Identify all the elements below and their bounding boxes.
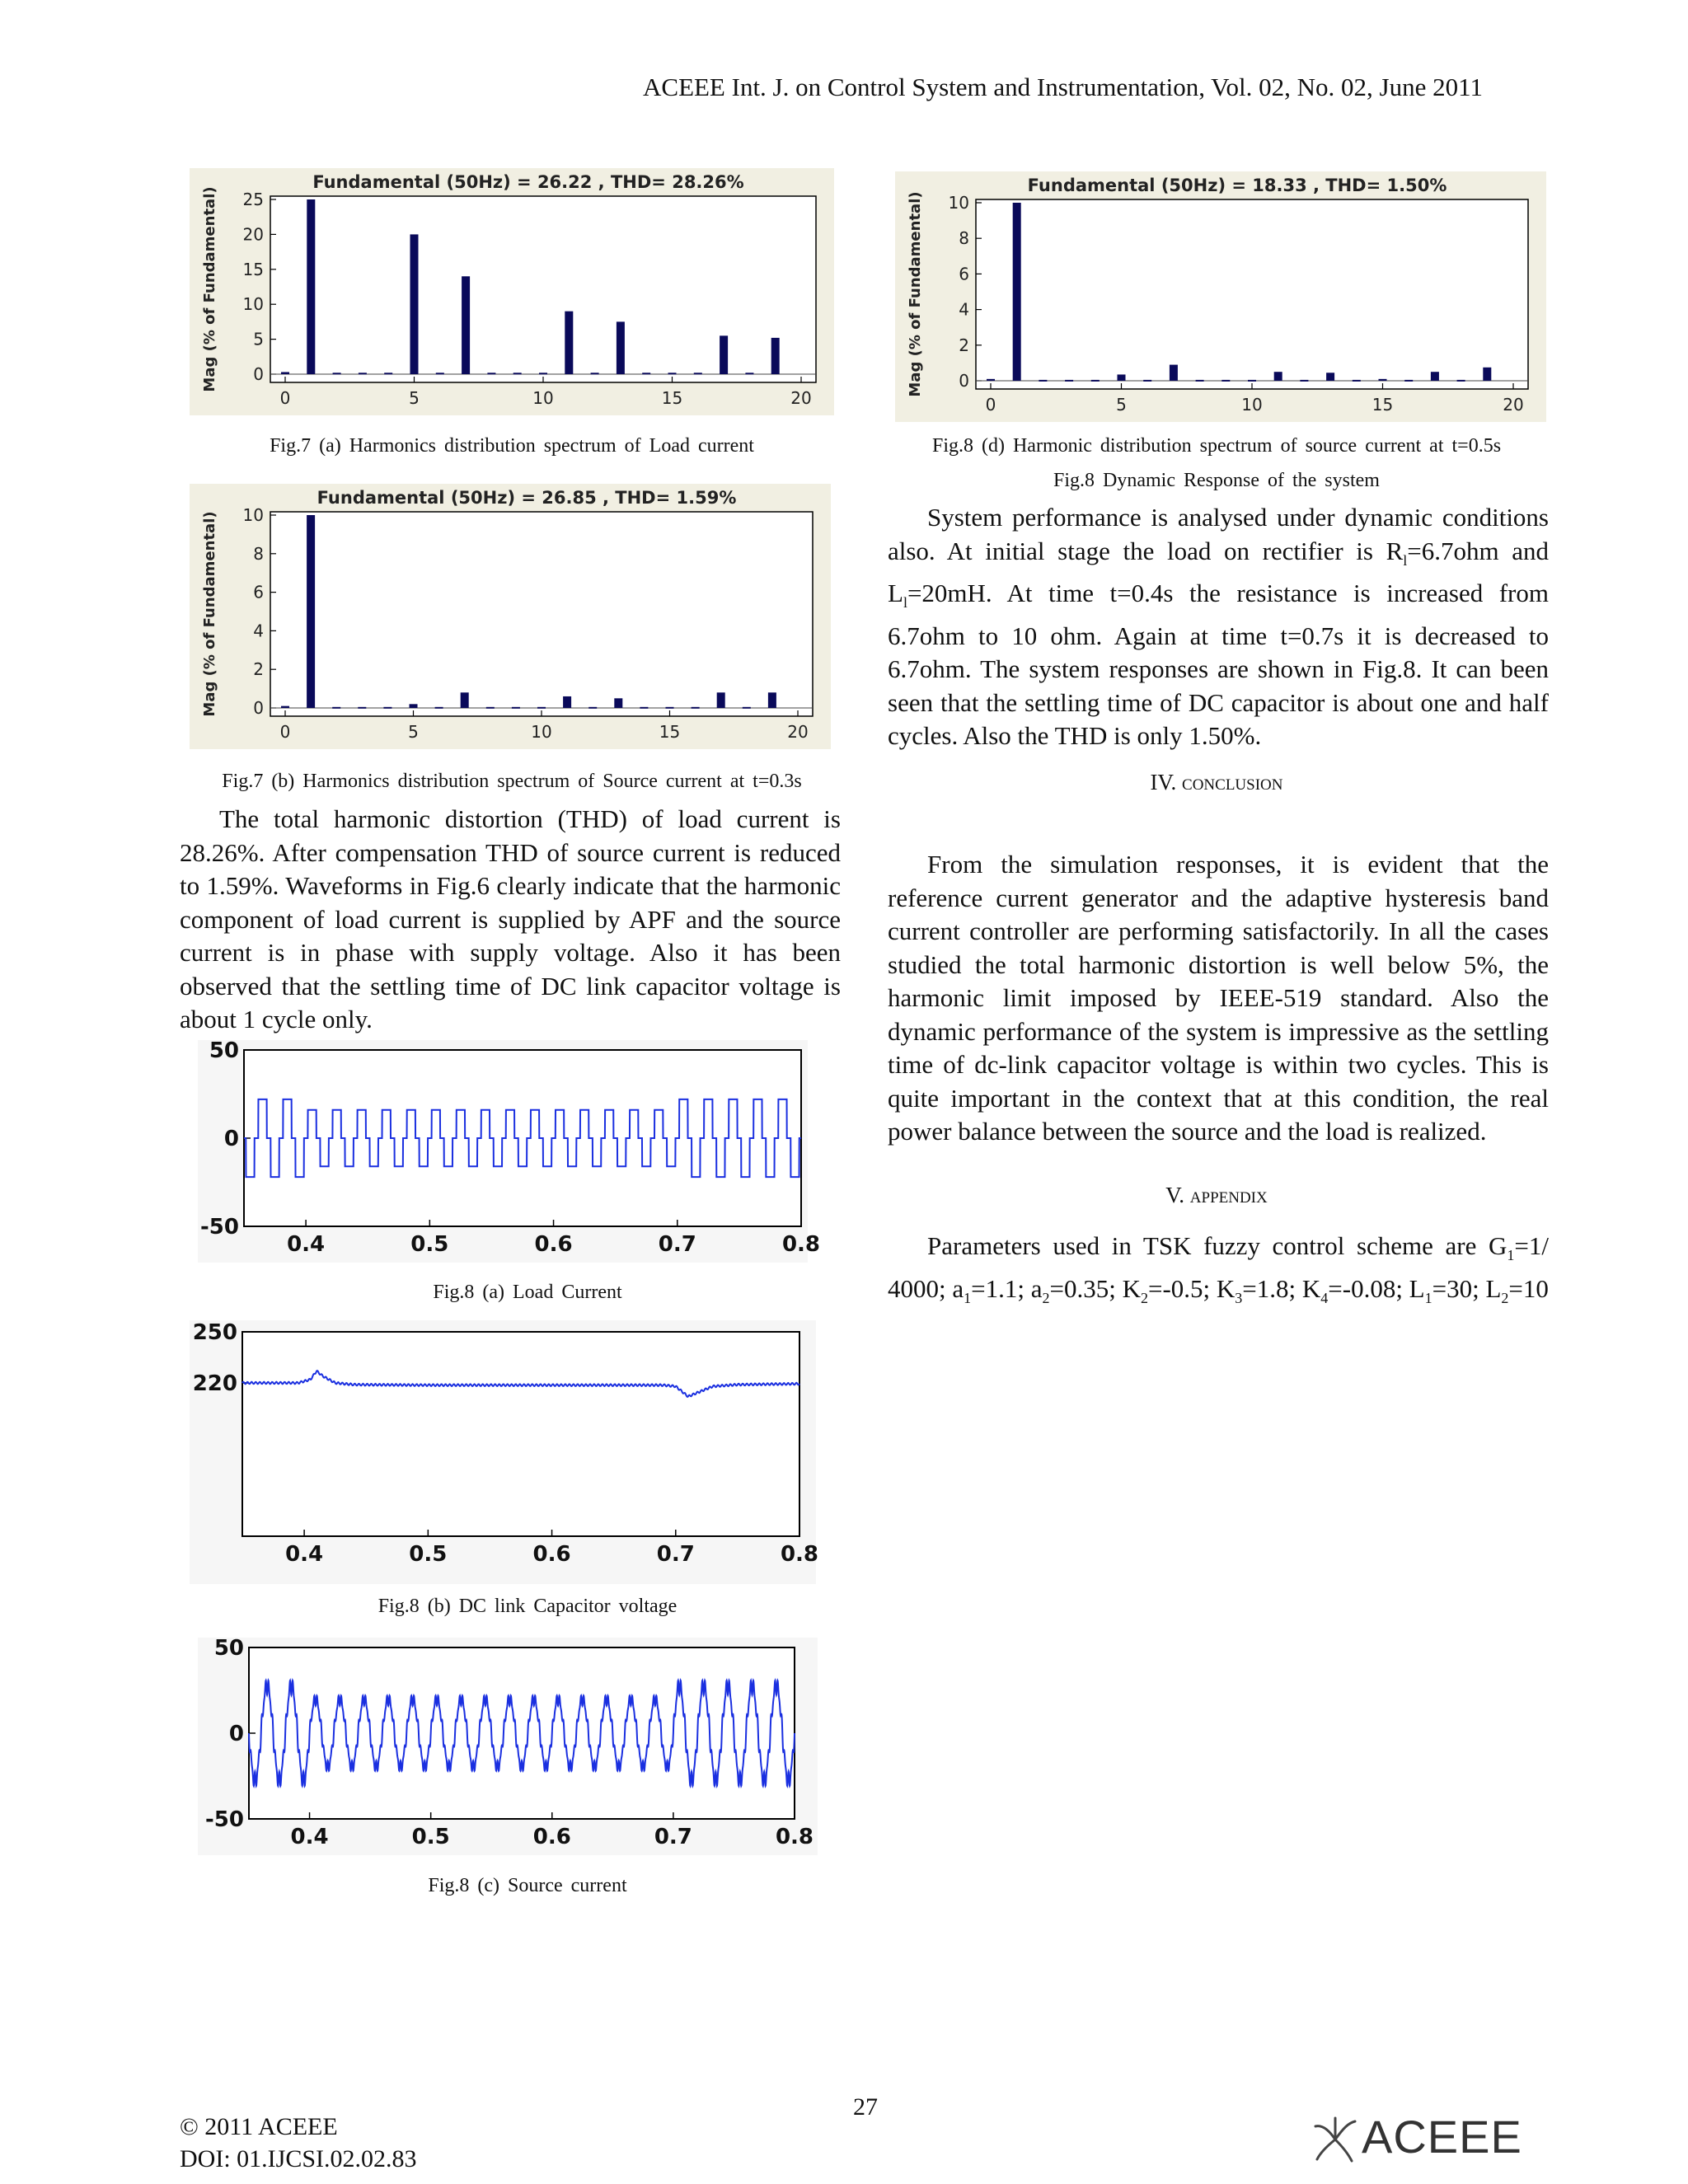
y-tick-label: 15: [242, 259, 264, 279]
y-tick-label: 250: [192, 1320, 237, 1345]
conclusion-title: conclusion: [1182, 770, 1283, 794]
bar: [720, 335, 728, 374]
aceee-logo-icon: [1311, 2115, 1360, 2164]
x-tick-label: 20: [1503, 395, 1524, 415]
y-axis-label: Mag (% of Fundamental): [907, 191, 924, 397]
chart-title: Fundamental (50Hz) = 26.22 , THD= 28.26%: [312, 172, 744, 192]
x-tick-label: 5: [408, 722, 419, 742]
bar: [668, 373, 677, 374]
y-tick-label: 5: [253, 329, 264, 349]
bar: [513, 373, 522, 374]
bar: [1013, 203, 1021, 381]
bar: [383, 707, 392, 709]
sub: 3: [1235, 1289, 1243, 1306]
fig8b-chart: [190, 1320, 819, 1584]
bar: [666, 707, 674, 709]
bar: [565, 312, 573, 374]
y-tick-label: 6: [959, 264, 969, 284]
fig8c-chart: [198, 1638, 818, 1855]
conclusion-paragraph: From the simulation responses, it is evident that the reference current generator and the adaptive hysteresis band current controller are performing satisfactorily. In all the cases studied the total harmonic distortion is well below 5%, the harmonic limit imposed by IEEE-519 standard. Also the dynamic performance of the system is impressive as the settling time of dc-link capacitor voltage is within two cycles. This is quite important in the context that at this condition, the real power balance between the source and the load is realized.: [888, 850, 1549, 1146]
x-tick-label: 0.8: [780, 1542, 819, 1567]
bar: [359, 373, 367, 374]
bar: [745, 373, 753, 374]
x-tick-label: 15: [659, 722, 681, 742]
y-tick-label: 25: [242, 190, 264, 209]
bar: [358, 707, 366, 709]
thd-paragraph: The total harmonic distortion (THD) of load current is 28.26%. After compensation THD of source current is reduced to 1.59%. Waveforms in Fig.6 clearly indicate that the harmonic component of load current is supplied by APF and the source current is in phase with supply voltage. Also it has been observed that the settling time of DC link capacitor voltage is about 1 cycle only.: [180, 804, 841, 1033]
y-tick-label: 4: [253, 621, 264, 641]
sub: 2: [1042, 1289, 1050, 1306]
y-tick-label: 20: [242, 224, 264, 245]
fig7b-caption: Fig.7 (b) Harmonics distribution spectrum of Source current at t=0.3s: [222, 771, 802, 792]
x-tick-label: 10: [531, 722, 552, 742]
y-tick-label: 10: [242, 294, 264, 315]
appendix-text: =1.8; K: [1242, 1273, 1321, 1303]
bar: [1118, 374, 1126, 381]
y-tick-label: 10: [948, 193, 969, 213]
bar: [410, 234, 419, 374]
bar: [537, 707, 546, 709]
bar: [694, 373, 702, 374]
x-tick-label: 0: [279, 722, 291, 742]
appendix-text: =0.35; K: [1049, 1273, 1141, 1303]
fig8-caption: Fig.8 Dynamic Response of the system: [1053, 470, 1380, 491]
bar: [591, 373, 599, 374]
chart-title: Fundamental (50Hz) = 26.85 , THD= 1.59%: [316, 488, 737, 508]
plot-area: [249, 1647, 795, 1819]
copyright: © 2011 ACEEE: [180, 2113, 338, 2140]
sub: 2: [1140, 1289, 1148, 1306]
bar: [539, 373, 547, 374]
sub: 4: [1320, 1289, 1329, 1306]
aceee-logo-text: ACEEE: [1362, 2111, 1522, 2163]
bar: [563, 696, 571, 708]
bar: [614, 698, 622, 708]
x-tick-label: 20: [790, 388, 812, 408]
x-tick-label: 0.4: [290, 1825, 329, 1849]
x-tick-label: 0.6: [532, 1542, 571, 1567]
bar: [1483, 368, 1491, 381]
y-tick-label: 2: [959, 335, 969, 355]
bar: [410, 704, 418, 708]
bar: [1326, 373, 1334, 381]
bar: [435, 707, 443, 709]
y-tick-label: 10: [242, 505, 264, 525]
x-tick-label: 15: [1372, 395, 1394, 415]
bar: [1065, 380, 1073, 382]
appendix-text: =1/ 4000; a: [888, 1231, 1549, 1303]
bar: [1353, 380, 1361, 382]
bar: [1457, 380, 1465, 382]
page-number: 27: [853, 2093, 878, 2121]
aceee-logo: [1311, 2110, 1558, 2168]
conclusion-heading: [882, 770, 1551, 795]
bar: [1379, 379, 1387, 381]
bar: [640, 707, 648, 709]
bar: [1170, 365, 1178, 381]
journal-header: ACEEE Int. J. on Control System and Instrumentation, Vol. 02, No. 02, June 2011: [643, 73, 1483, 101]
x-tick-label: 10: [1241, 395, 1263, 415]
bar: [642, 373, 650, 374]
bar: [332, 707, 340, 709]
sub-l: l: [903, 594, 907, 612]
y-tick-label: 8: [959, 228, 969, 249]
appendix-text: =-0.08; L: [1328, 1273, 1425, 1303]
sub: 1: [1424, 1289, 1432, 1306]
bar: [692, 707, 700, 709]
x-tick-label: 0.6: [534, 1232, 573, 1257]
fig8a-caption: Fig.8 (a) Load Current: [433, 1282, 622, 1303]
bar: [1274, 372, 1282, 381]
fig7b-chart: [190, 484, 831, 749]
bar: [512, 707, 520, 709]
fig7a-chart: [190, 168, 834, 415]
x-tick-label: 5: [1116, 395, 1127, 415]
plot-area: [242, 1332, 799, 1536]
plot-area: [270, 196, 816, 382]
y-tick-label: 0: [228, 1722, 244, 1746]
x-tick-label: 0.7: [656, 1542, 695, 1567]
sub: 2: [1501, 1289, 1509, 1306]
x-tick-label: 0.5: [410, 1232, 449, 1257]
bar: [1143, 380, 1151, 382]
fig8a-chart: [198, 1038, 821, 1263]
bar: [1091, 380, 1100, 382]
y-axis-label: Mag (% of Fundamental): [201, 186, 218, 392]
bar: [1300, 380, 1308, 382]
x-tick-label: 0: [279, 388, 291, 408]
dynamic-paragraph: [888, 501, 1549, 753]
x-tick-label: 0.5: [411, 1825, 450, 1849]
bar: [281, 706, 289, 708]
x-tick-label: 10: [532, 388, 554, 408]
bar: [1221, 380, 1230, 382]
dynamic-text-c: =20mH. At time t=0.4s the resistance is increased from 6.7ohm to 10 ohm. Again at time t=0.7s it is decreased to 6.7ohm. The system responses are shown in Fig.8. It can been seen that the settling time of DC capacitor is about one and half cycles. Also the THD is only 1.50%.: [888, 579, 1549, 751]
doi: DOI: 01.IJCSI.02.02.83: [180, 2145, 417, 2172]
appendix-paragraph: [888, 1230, 1549, 1315]
bar: [588, 707, 597, 709]
plot-area: [976, 199, 1528, 389]
y-tick-label: 0: [253, 364, 264, 384]
bar: [384, 373, 392, 374]
bar: [1404, 380, 1413, 382]
x-tick-label: 0: [985, 395, 996, 415]
bar: [768, 692, 776, 708]
y-axis-label: Mag (% of Fundamental): [201, 511, 218, 717]
bar: [1248, 380, 1256, 382]
y-tick-label: -50: [205, 1807, 244, 1832]
appendix-text: =-0.5; K: [1147, 1273, 1236, 1303]
x-tick-label: 0.8: [775, 1825, 814, 1849]
fig8b-caption: Fig.8 (b) DC link Capacitor voltage: [377, 1596, 678, 1617]
bar: [1196, 380, 1204, 382]
y-tick-label: 4: [959, 299, 969, 320]
x-tick-label: 5: [409, 388, 420, 408]
bar: [333, 373, 341, 374]
y-tick-label: 0: [959, 371, 969, 391]
bar: [436, 373, 444, 374]
bar: [487, 373, 495, 374]
x-tick-label: 0.4: [285, 1542, 324, 1567]
x-tick-label: 0.7: [658, 1232, 696, 1257]
dynamic-text-b: =6.7ohm and L: [888, 536, 1549, 608]
bar: [307, 199, 315, 374]
y-tick-label: 8: [253, 543, 264, 564]
y-tick-label: 50: [209, 1038, 239, 1063]
sub: 1: [1507, 1247, 1515, 1264]
appendix-text: =1.1; a: [971, 1273, 1043, 1303]
x-tick-label: 0.7: [654, 1825, 692, 1849]
appendix-text: =10: [1508, 1273, 1549, 1303]
bar: [461, 692, 469, 708]
x-tick-label: 0.6: [532, 1825, 571, 1849]
bar: [617, 321, 625, 374]
fig8d-chart: [895, 171, 1546, 422]
bar: [987, 379, 995, 381]
x-tick-label: 20: [787, 722, 809, 742]
bar: [307, 515, 315, 708]
appendix-number: V.: [1165, 1183, 1185, 1207]
fig7a-caption: Fig.7 (a) Harmonics distribution spectrum of Load current: [270, 435, 754, 457]
bar: [1431, 372, 1439, 381]
fig8d-caption: Fig.8 (d) Harmonic distribution spectrum of source current at t=0.5s: [931, 435, 1502, 457]
y-tick-label: 220: [192, 1371, 237, 1396]
bar: [771, 338, 780, 374]
y-tick-label: 2: [253, 659, 264, 680]
x-tick-label: 15: [661, 388, 683, 408]
bar: [462, 276, 470, 374]
y-tick-label: 6: [253, 582, 264, 602]
appendix-text: Parameters used in TSK fuzzy control scheme are G: [927, 1231, 1507, 1260]
sub-l: l: [1403, 551, 1408, 569]
bar: [486, 707, 495, 709]
dynamic-text-a: System performance is analysed under dynamic conditions also. At initial stage the load on rectifier is R: [888, 503, 1549, 565]
fig8c-caption: Fig.8 (c) Source current: [428, 1875, 627, 1896]
bar: [281, 372, 289, 374]
x-tick-label: 0.4: [287, 1232, 326, 1257]
y-tick-label: 0: [253, 698, 264, 718]
y-tick-label: 0: [223, 1127, 239, 1151]
plot-area: [244, 1050, 801, 1226]
x-tick-label: 0.8: [781, 1232, 821, 1257]
x-tick-label: 0.5: [409, 1542, 448, 1567]
appendix-title: appendix: [1189, 1183, 1268, 1207]
y-tick-label: -50: [200, 1215, 239, 1240]
bar: [743, 707, 751, 709]
bar: [1039, 380, 1047, 382]
y-tick-label: 50: [213, 1636, 244, 1661]
bar: [717, 692, 725, 708]
chart-title: Fundamental (50Hz) = 18.33 , THD= 1.50%: [1027, 176, 1447, 195]
conclusion-number: IV.: [1150, 770, 1177, 794]
sub: 1: [964, 1289, 972, 1306]
appendix-heading: [882, 1183, 1551, 1208]
plot-area: [270, 512, 813, 716]
appendix-text: =30; L: [1432, 1273, 1502, 1303]
